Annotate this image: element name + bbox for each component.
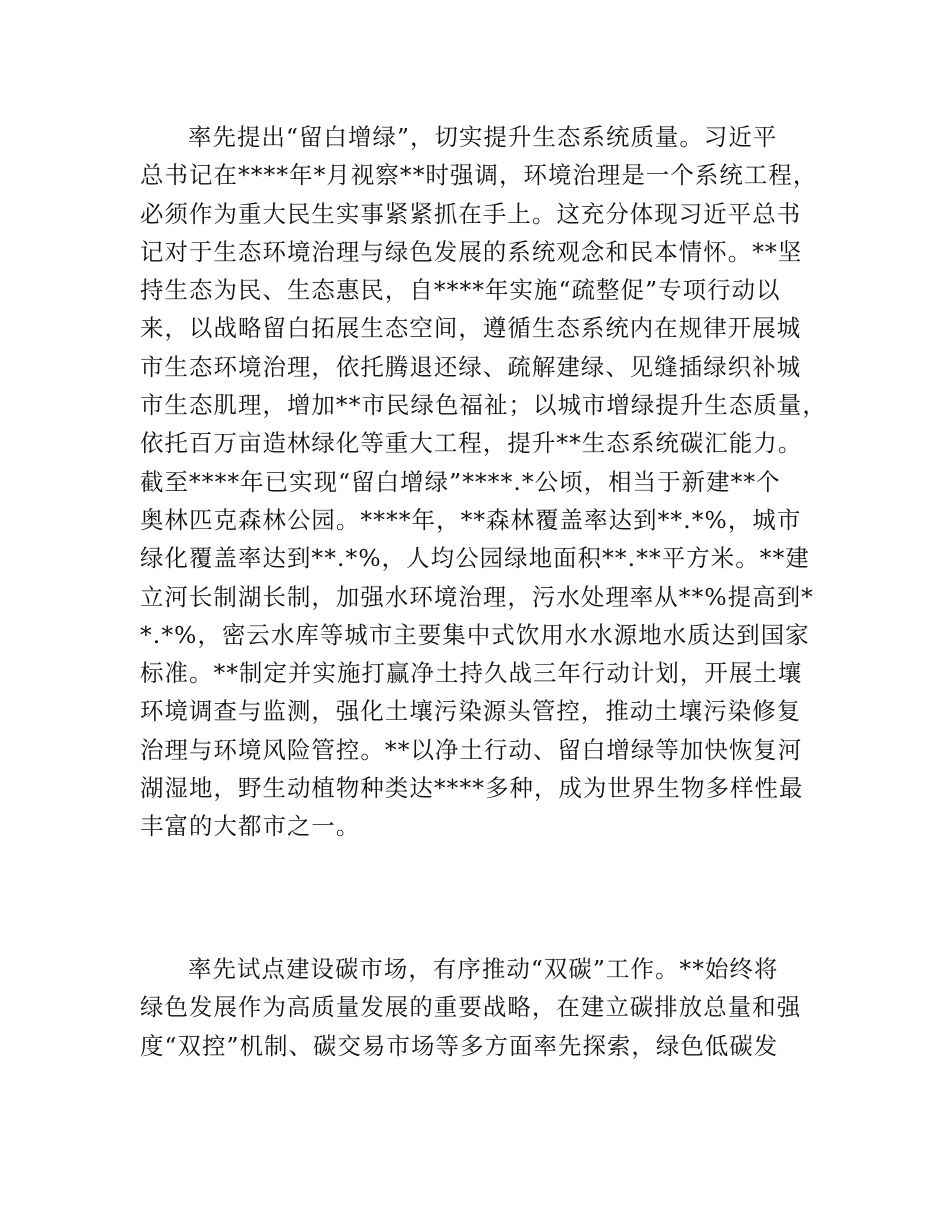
paragraph-carbon-market bbox=[140, 950, 812, 1065]
paragraph-line: 市生态环境治理，依托腾退还绿、疏解建绿、见缝插绿织补城 bbox=[140, 352, 802, 381]
paragraph-line: 环境调查与监测，强化土壤污染源头管控，推动土壤污染修复 bbox=[140, 697, 802, 726]
paragraph-line: 市生态肌理，增加**市民绿色福祉；以城市增绿提升生态质量， bbox=[140, 391, 827, 420]
paragraph-line: *.*%，密云水库等城市主要集中式饮用水水源地水质达到国家 bbox=[140, 620, 810, 649]
paragraph-line: 必须作为重大民生实事紧紧抓在手上。这充分体现习近平总书 bbox=[140, 199, 802, 228]
paragraph-line: 治理与环境风险管控。**以净土行动、留白增绿等加快恢复河 bbox=[140, 735, 803, 764]
paragraph-line: 丰富的大都市之一。 bbox=[140, 812, 361, 841]
paragraph-line: 依托百万亩造林绿化等重大工程，提升**生态系统碳汇能力。 bbox=[140, 429, 803, 458]
paragraph-line: 立河长制湖长制，加强水环境治理，污水处理率从**%提高到* bbox=[140, 582, 814, 611]
paragraph-line: 湖湿地，野生动植物种类达****多种，成为世界生物多样性最 bbox=[140, 774, 804, 803]
paragraph-line: 绿化覆盖率达到**.*%，人均公园绿地面积**.**平方米。**建 bbox=[140, 544, 810, 573]
paragraph-line: 率先试点建设碳市场，有序推动“双碳”工作。**始终将 bbox=[188, 955, 779, 983]
paragraph-line: 率先提出“留白增绿”，切实提升生态系统质量。习近平 bbox=[188, 123, 778, 151]
paragraph-line: 奥林匹克森林公园。****年，**森林覆盖率达到**.*%，城市 bbox=[140, 505, 802, 534]
paragraph-ecological-quality bbox=[140, 118, 827, 846]
paragraph-line: 绿色发展作为高质量发展的重要战略，在建立碳排放总量和强 bbox=[140, 993, 802, 1022]
paragraph-line: 标准。**制定并实施打赢净土持久战三年行动计划，开展土壤 bbox=[140, 659, 803, 688]
paragraph-line: 持生态为民、生态惠民，自****年实施“疏整促”专项行动以 bbox=[140, 276, 781, 305]
paragraph-line: 截至****年已实现“留白增绿”****.*公顷，相当于新建**个 bbox=[140, 467, 781, 496]
paragraph-line: 度“双控”机制、碳交易市场等多方面率先探索，绿色低碳发 bbox=[140, 1031, 779, 1060]
paragraph-line: 来，以战略留白拓展生态空间，遵循生态系统内在规律开展城 bbox=[140, 314, 802, 343]
paragraph-line: 总书记在****年*月视察**时强调，环境治理是一个系统工程， bbox=[140, 161, 818, 190]
paragraph-line: 记对于生态环境治理与绿色发展的系统观念和民本情怀。**坚 bbox=[140, 237, 803, 266]
